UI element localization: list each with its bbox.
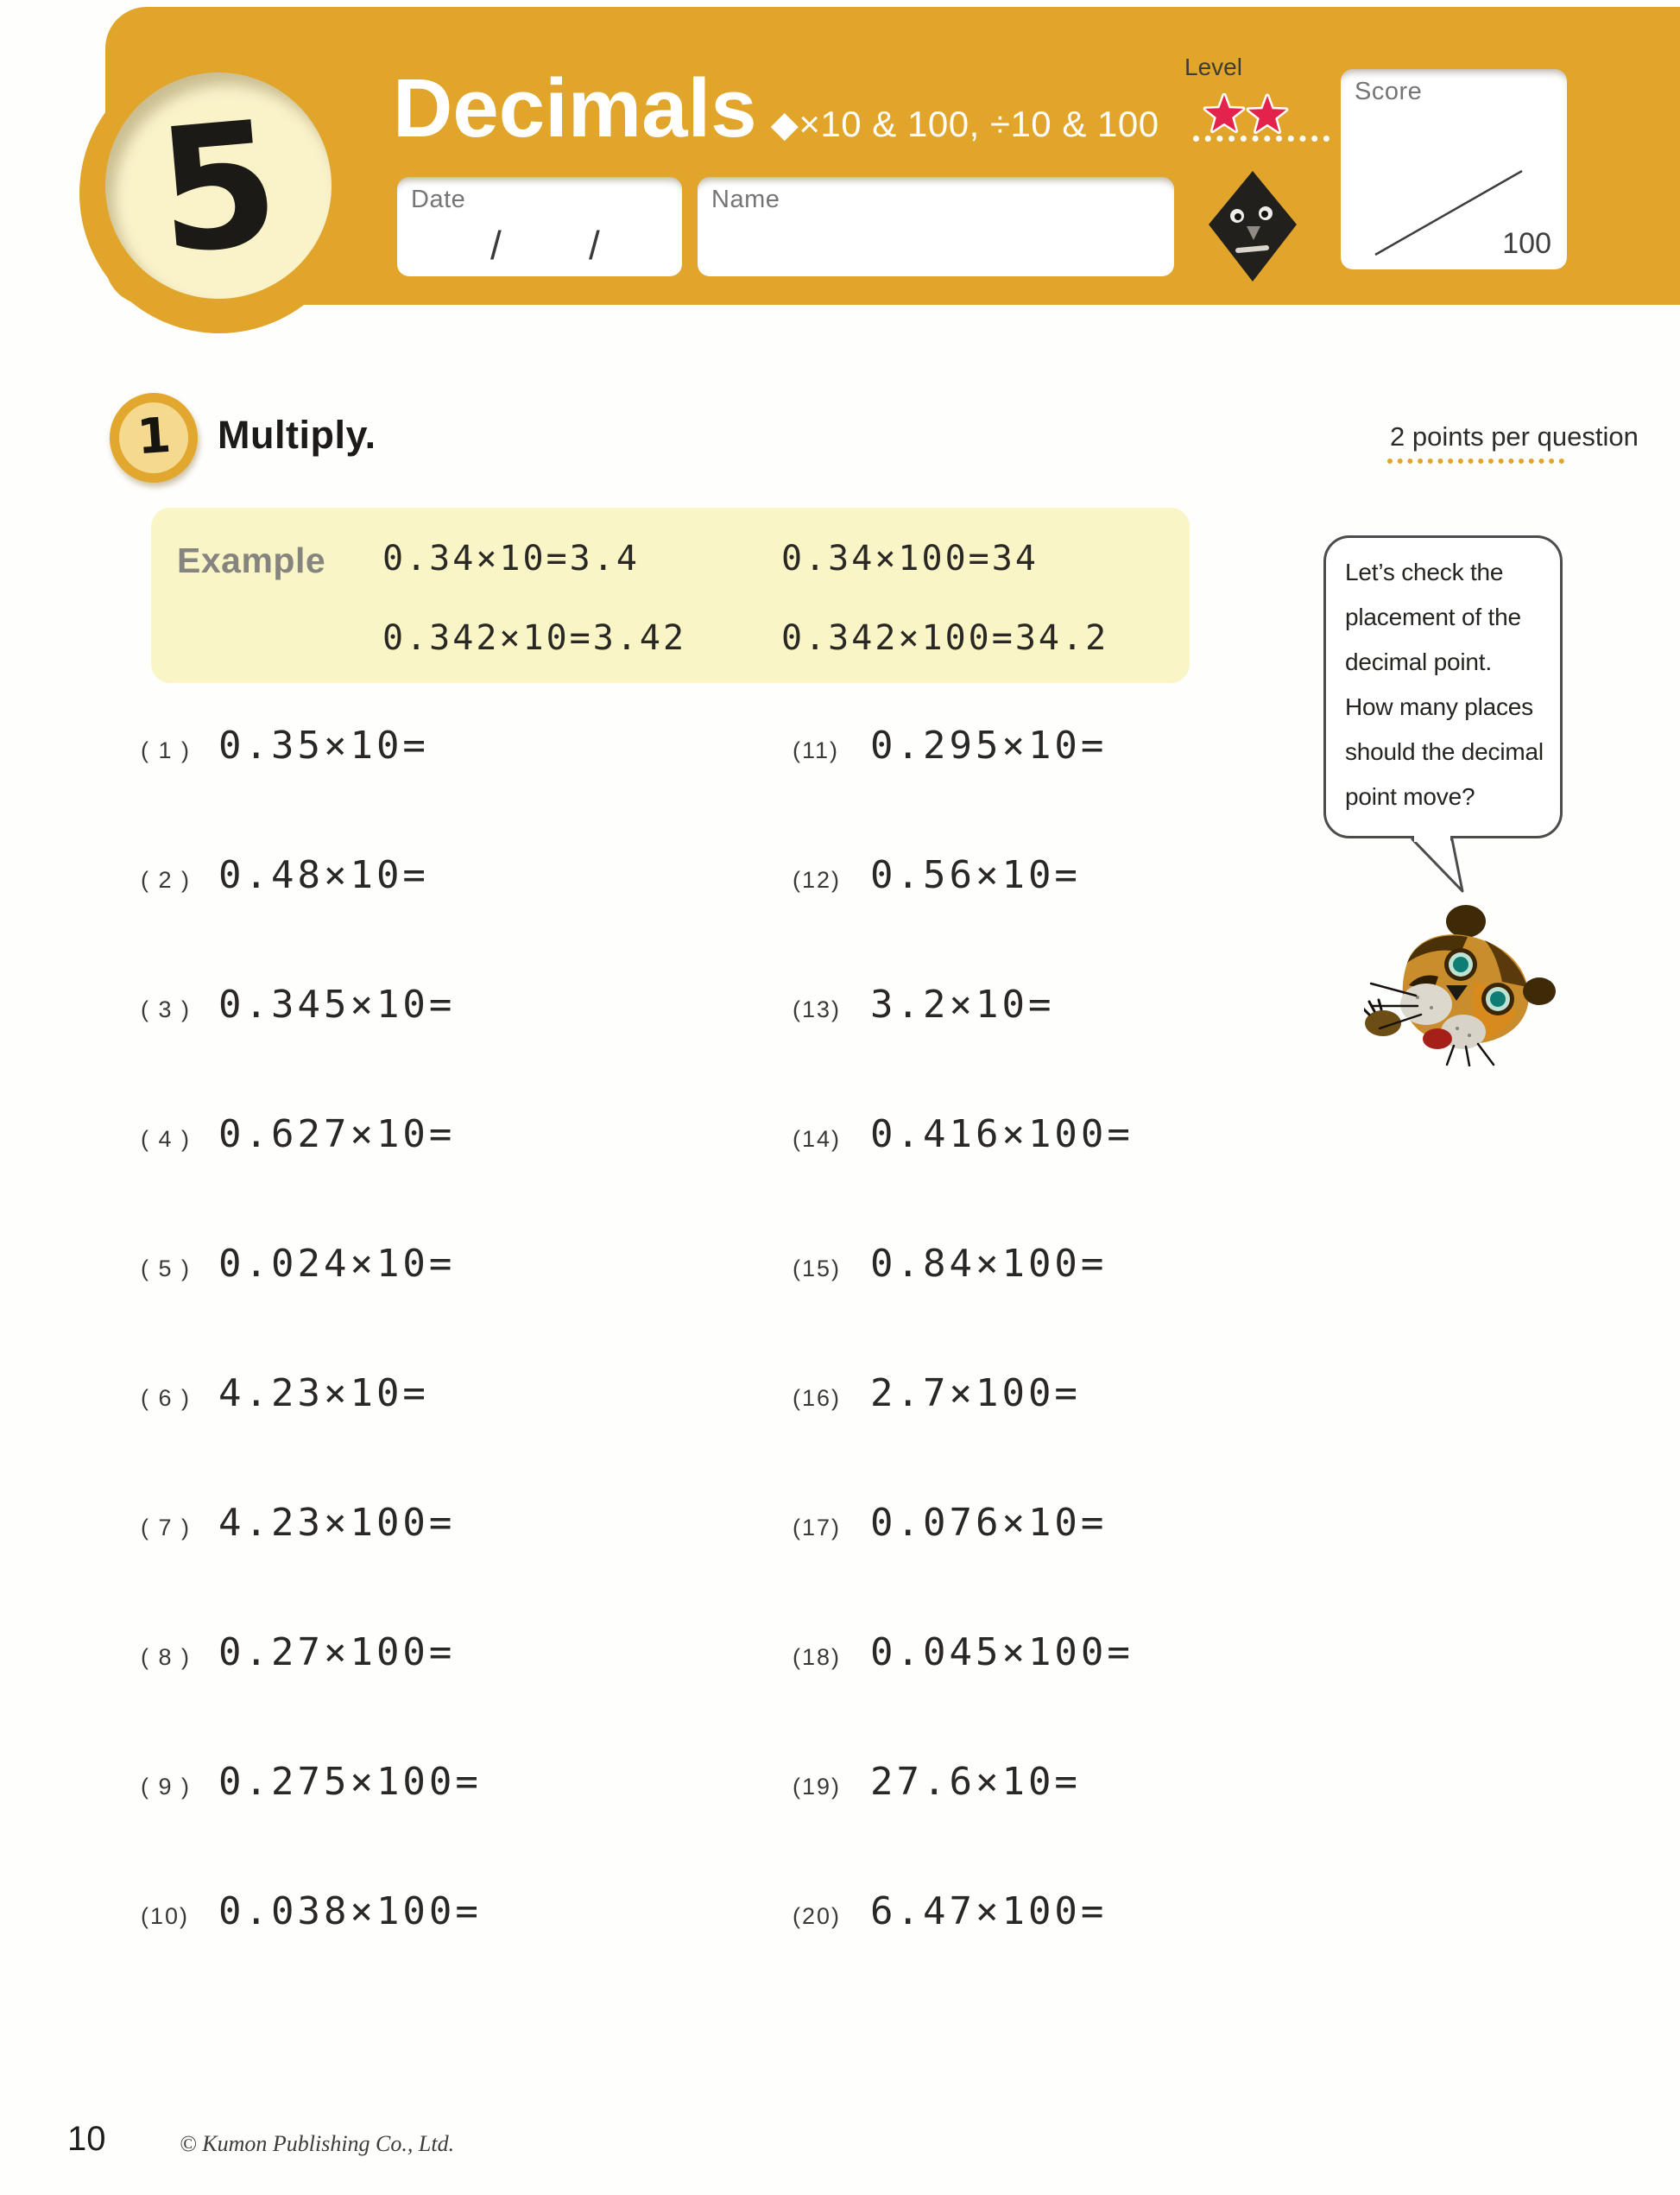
speech-bubble-text: How many places	[1345, 693, 1533, 720]
page-subtitle: ◆×10 & 100, ÷10 & 100	[770, 104, 1159, 144]
level-stars-icon	[1202, 93, 1292, 136]
example-box	[151, 508, 1190, 683]
section-instruction: Multiply.	[218, 413, 376, 457]
problem-item	[793, 977, 1414, 1027]
problem-item	[793, 1237, 1414, 1286]
answer-blank[interactable]	[482, 1884, 594, 1924]
answer-blank[interactable]	[1134, 1625, 1246, 1665]
problem-expression: 0.275×100=	[218, 1760, 482, 1804]
answer-blank[interactable]	[1107, 1884, 1219, 1924]
example-equation: 0.342×100=34.2	[781, 618, 1109, 658]
answer-blank[interactable]	[482, 1755, 594, 1794]
tiger-ear	[1523, 977, 1556, 1005]
answer-blank[interactable]	[429, 718, 541, 758]
answer-blank[interactable]	[1107, 1237, 1219, 1276]
problem-number: (13)	[793, 996, 842, 1022]
problem-number: (12)	[793, 867, 842, 893]
problem-item	[793, 1496, 1414, 1545]
title-row	[393, 62, 1159, 155]
problem-item	[141, 1496, 762, 1545]
problem-item	[793, 718, 1414, 768]
date-slash: /	[490, 223, 502, 268]
problem-expression: 0.024×10=	[218, 1242, 456, 1286]
diamond-mouth	[1238, 248, 1266, 250]
answer-blank[interactable]	[429, 848, 541, 888]
problem-item	[141, 977, 762, 1027]
answer-blank[interactable]	[455, 977, 567, 1017]
problem-expression: 0.48×10=	[218, 853, 429, 897]
answer-blank[interactable]	[1054, 977, 1166, 1017]
problem-number: (15)	[793, 1256, 842, 1281]
points-dotted-line	[1387, 459, 1564, 464]
example-equation: 0.34×100=34	[781, 539, 1039, 579]
example-equation: 0.342×10=3.42	[382, 618, 687, 658]
problem-expression: 0.84×100=	[870, 1242, 1108, 1286]
problem-number: ( 8 )	[141, 1644, 192, 1670]
problem-number: ( 1 )	[141, 737, 192, 763]
problem-item	[141, 1755, 762, 1804]
problem-number: (11)	[793, 737, 840, 763]
answer-blank[interactable]	[429, 1366, 541, 1406]
problem-number: (14)	[793, 1126, 842, 1152]
unit-number: 5	[149, 83, 287, 293]
speech-bubble-text: point move?	[1345, 783, 1475, 810]
date-field[interactable]	[397, 177, 682, 276]
problem-number: ( 9 )	[141, 1774, 192, 1800]
problem-number: ( 3 )	[141, 996, 192, 1022]
problem-number: (17)	[793, 1515, 842, 1540]
level-dotted-line	[1193, 136, 1329, 142]
name-field[interactable]	[698, 177, 1174, 276]
score-total: 100	[1502, 227, 1551, 260]
tiger-ear	[1446, 905, 1486, 938]
level-label: Level	[1184, 54, 1242, 80]
problem-number: ( 7 )	[141, 1515, 192, 1540]
problems-column-left	[141, 718, 762, 2014]
problem-expression: 0.038×100=	[218, 1889, 482, 1933]
problem-expression: 0.35×10=	[218, 724, 429, 768]
problem-number: (19)	[793, 1774, 842, 1800]
answer-blank[interactable]	[1134, 1107, 1246, 1147]
answer-blank[interactable]	[455, 1107, 567, 1147]
score-label: Score	[1355, 78, 1423, 105]
problem-expression: 4.23×10=	[218, 1371, 429, 1415]
problem-number: ( 6 )	[141, 1385, 192, 1411]
problem-number: (18)	[793, 1644, 842, 1670]
problem-item	[141, 1237, 762, 1286]
copyright-notice: © Kumon Publishing Co., Ltd.	[180, 2131, 455, 2156]
star-icon	[1248, 96, 1286, 132]
answer-blank[interactable]	[1107, 1496, 1219, 1535]
problem-item	[793, 1107, 1414, 1156]
points-note: 2 points per question	[1390, 421, 1639, 452]
unit-number-circle	[105, 73, 332, 299]
star-icon	[1205, 95, 1243, 131]
section-number: 1	[135, 407, 173, 466]
problem-expression: 0.045×100=	[870, 1630, 1134, 1674]
problem-number: ( 4 )	[141, 1126, 192, 1152]
answer-blank[interactable]	[1081, 1755, 1193, 1794]
problem-number: (20)	[793, 1903, 842, 1929]
problem-number: ( 2 )	[141, 867, 192, 893]
speech-bubble-text: placement of the	[1345, 604, 1521, 630]
answer-blank[interactable]	[1081, 1366, 1193, 1406]
speech-bubble-tail	[1407, 836, 1472, 901]
problem-item	[141, 1107, 762, 1156]
date-label: Date	[411, 186, 466, 213]
problem-item	[141, 1625, 762, 1674]
answer-blank[interactable]	[455, 1625, 567, 1665]
problem-item	[141, 1366, 762, 1415]
score-field[interactable]	[1341, 69, 1567, 269]
example-equation: 0.34×10=3.4	[382, 539, 640, 579]
problem-item	[793, 1884, 1414, 1933]
page-number: 10	[67, 2120, 106, 2158]
problem-expression: 0.27×100=	[218, 1630, 456, 1674]
problem-expression: 27.6×10=	[870, 1760, 1081, 1804]
problem-expression: 4.23×100=	[218, 1501, 456, 1545]
problem-expression: 0.416×100=	[870, 1112, 1134, 1156]
problem-expression: 0.295×10=	[870, 724, 1108, 768]
tiger-tongue	[1423, 1028, 1452, 1049]
problem-number: ( 5 )	[141, 1256, 192, 1281]
section-number-badge	[110, 393, 198, 483]
answer-blank[interactable]	[455, 1496, 567, 1535]
problem-item	[793, 848, 1414, 897]
problem-expression: 0.345×10=	[218, 983, 456, 1027]
problem-item	[141, 1884, 762, 1933]
problem-expression: 6.47×100=	[870, 1889, 1108, 1933]
answer-blank[interactable]	[1107, 718, 1219, 758]
speech-bubble-text: decimal point.	[1345, 648, 1492, 675]
problem-item	[793, 1755, 1414, 1804]
speech-bubble-text: Let’s check the	[1345, 559, 1504, 585]
problem-number: (16)	[793, 1385, 842, 1411]
problem-item	[793, 1625, 1414, 1674]
speech-bubble-text: should the decimal	[1345, 738, 1544, 765]
answer-blank[interactable]	[455, 1237, 567, 1276]
problem-item	[793, 1366, 1414, 1415]
problem-expression: 2.7×100=	[870, 1371, 1081, 1415]
date-slash: /	[589, 223, 600, 268]
answer-blank[interactable]	[1081, 848, 1193, 888]
problem-expression: 0.627×10=	[218, 1112, 456, 1156]
diamond-character	[1209, 171, 1297, 281]
problems-column-right	[793, 718, 1414, 2014]
problem-expression: 0.076×10=	[870, 1501, 1108, 1545]
problem-expression: 0.56×10=	[870, 853, 1081, 897]
problem-expression: 3.2×10=	[870, 983, 1055, 1027]
problem-item	[141, 718, 762, 768]
problem-number: (10)	[141, 1903, 190, 1929]
example-label: Example	[177, 541, 326, 580]
page-title: Decimals	[393, 62, 757, 155]
problem-item	[141, 848, 762, 897]
name-label: Name	[711, 186, 780, 213]
